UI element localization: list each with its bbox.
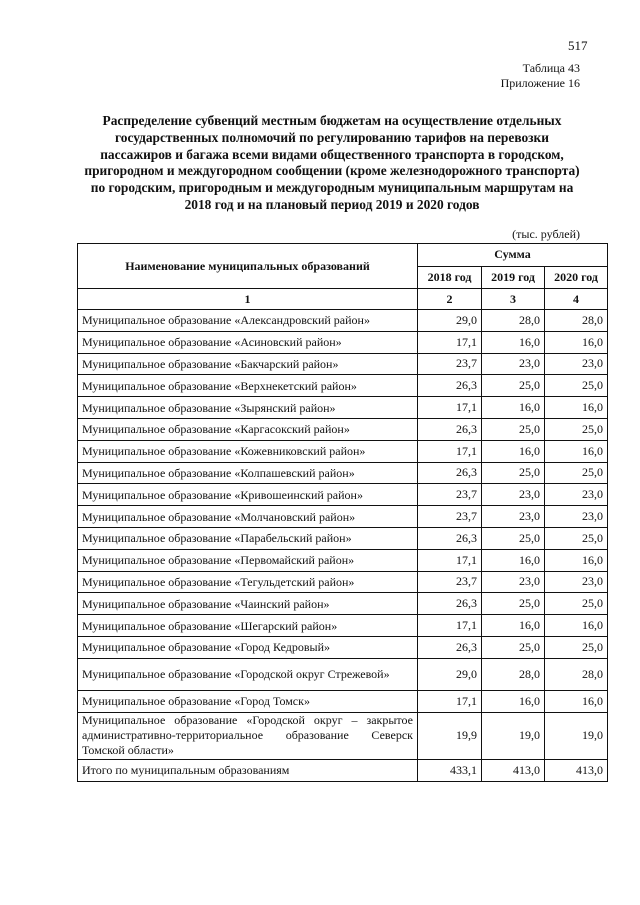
cell-value-2018: 23,7 [418,353,482,375]
cell-municipality-name: Муниципальное образование «Тегульдетский район» [78,571,418,593]
cell-value-2019: 16,0 [482,615,545,637]
cell-municipality-name: Муниципальное образование «Зырянский район» [78,397,418,419]
cell-value-2018: 17,1 [418,397,482,419]
cell-value-2018: 17,1 [418,615,482,637]
column-header-2020: 2020 год [545,266,608,289]
cell-value-2018: 17,1 [418,690,482,712]
column-header-name: Наименование муниципальных образований [78,244,418,289]
page-number: 517 [568,38,588,53]
cell-municipality-name: Муниципальное образование «Город Томск» [78,690,418,712]
cell-municipality-name: Муниципальное образование «Александровский район» [78,310,418,332]
cell-value-2018: 23,7 [418,506,482,528]
cell-value-2019: 25,0 [482,527,545,549]
cell-value-2019: 25,0 [482,418,545,440]
cell-municipality-name: Муниципальное образование «Город Кедровый» [78,636,418,658]
cell-value-2020: 25,0 [545,593,608,615]
table-row [78,462,608,484]
cell-value-2020: 25,0 [545,636,608,658]
cell-value-2020: 25,0 [545,375,608,397]
cell-municipality-name: Муниципальное образование «Кожевниковский район» [78,440,418,462]
table-row [78,331,608,353]
table-row [78,440,608,462]
column-header-sum: Сумма [418,244,608,267]
table-row [78,310,608,332]
cell-value-2020: 23,0 [545,484,608,506]
cell-value-2020: 25,0 [545,418,608,440]
cell-municipality-name: Муниципальное образование «Чаинский район» [78,593,418,615]
cell-value-2019: 25,0 [482,636,545,658]
cell-total-2018: 433,1 [418,759,482,781]
cell-value-2020: 16,0 [545,615,608,637]
cell-value-2019: 23,0 [482,506,545,528]
cell-value-2018: 17,1 [418,440,482,462]
cell-value-2020: 16,0 [545,690,608,712]
cell-municipality-name: Муниципальное образование «Каргасокский район» [78,418,418,440]
cell-municipality-name: Муниципальное образование «Кривошеинский район» [78,484,418,506]
cell-total-2019: 413,0 [482,759,545,781]
cell-value-2018: 29,0 [418,310,482,332]
table-row [78,593,608,615]
cell-value-2019: 23,0 [482,571,545,593]
cell-total-2020: 413,0 [545,759,608,781]
cell-municipality-name: Муниципальное образование «Парабельский район» [78,527,418,549]
cell-value-2020: 16,0 [545,549,608,571]
table-row [78,484,608,506]
table-row [78,615,608,637]
cell-municipality-name: Муниципальное образование «Городской округ – закрытое административно-территориальное образование Северск Томской области» [78,712,418,759]
cell-value-2020: 25,0 [545,527,608,549]
table-row [78,690,608,712]
cell-value-2019: 23,0 [482,353,545,375]
cell-value-2018: 26,3 [418,593,482,615]
table-row [78,375,608,397]
column-number-4: 4 [545,289,608,310]
document-title: Распределение субвенций местным бюджетам на осуществление отдельных государственных полномочий по регулированию тарифов на перевозки пассажиров и багажа всеми видами общественного транспорта в городском, пригородном и междугородном сообщении (кроме железнодорожного транспорта) по городским, пригородным и междугородным муниципальным маршрутам на 2018 год и на плановый период 2019 и 2020 годов [84,113,580,212]
cell-value-2020: 25,0 [545,462,608,484]
cell-value-2019: 19,0 [482,712,545,759]
cell-value-2018: 26,3 [418,375,482,397]
cell-municipality-name: Муниципальное образование «Шегарский район» [78,615,418,637]
cell-value-2019: 25,0 [482,593,545,615]
cell-value-2018: 23,7 [418,484,482,506]
column-number-1: 1 [78,289,418,310]
cell-value-2019: 25,0 [482,462,545,484]
cell-municipality-name: Муниципальное образование «Колпашевский район» [78,462,418,484]
table-row [78,527,608,549]
cell-municipality-name: Муниципальное образование «Первомайский район» [78,549,418,571]
units-label: (тыс. рублей) [512,227,580,241]
cell-value-2018: 26,3 [418,462,482,484]
cell-value-2018: 19,9 [418,712,482,759]
cell-value-2020: 28,0 [545,658,608,690]
table-row [78,418,608,440]
appendix-label: Приложение 16 [500,76,580,90]
cell-value-2018: 23,7 [418,571,482,593]
cell-value-2018: 17,1 [418,331,482,353]
table-row [78,712,608,759]
table-row [78,636,608,658]
table-reference [501,61,580,91]
cell-value-2019: 28,0 [482,658,545,690]
cell-value-2020: 16,0 [545,440,608,462]
cell-value-2020: 16,0 [545,331,608,353]
cell-value-2019: 23,0 [482,484,545,506]
cell-value-2019: 16,0 [482,549,545,571]
column-header-2018: 2018 год [418,266,482,289]
cell-total-label: Итого по муниципальным образованиям [78,759,418,781]
cell-value-2019: 28,0 [482,310,545,332]
cell-value-2019: 16,0 [482,440,545,462]
cell-value-2019: 16,0 [482,690,545,712]
cell-municipality-name: Муниципальное образование «Бакчарский район» [78,353,418,375]
cell-value-2018: 26,3 [418,527,482,549]
subvention-table [77,243,608,782]
table-body [78,310,608,782]
cell-value-2019: 16,0 [482,331,545,353]
column-number-3: 3 [482,289,545,310]
cell-value-2020: 23,0 [545,506,608,528]
table-row [78,658,608,690]
column-header-2019: 2019 год [482,266,545,289]
table-label: Таблица 43 [522,61,580,75]
cell-value-2019: 25,0 [482,375,545,397]
cell-value-2020: 16,0 [545,397,608,419]
table-row [78,397,608,419]
cell-value-2020: 28,0 [545,310,608,332]
cell-value-2019: 16,0 [482,397,545,419]
cell-value-2020: 23,0 [545,571,608,593]
cell-municipality-name: Муниципальное образование «Городской округ Стрежевой» [78,658,418,690]
cell-municipality-name: Муниципальное образование «Верхнекетский район» [78,375,418,397]
table-row [78,353,608,375]
cell-value-2020: 19,0 [545,712,608,759]
cell-value-2018: 29,0 [418,658,482,690]
cell-value-2018: 17,1 [418,549,482,571]
cell-value-2020: 23,0 [545,353,608,375]
cell-municipality-name: Муниципальное образование «Молчановский район» [78,506,418,528]
table-row [78,571,608,593]
cell-value-2018: 26,3 [418,636,482,658]
column-number-2: 2 [418,289,482,310]
table-row [78,549,608,571]
total-row [78,759,608,781]
table-row [78,506,608,528]
cell-value-2018: 26,3 [418,418,482,440]
cell-municipality-name: Муниципальное образование «Асиновский район» [78,331,418,353]
